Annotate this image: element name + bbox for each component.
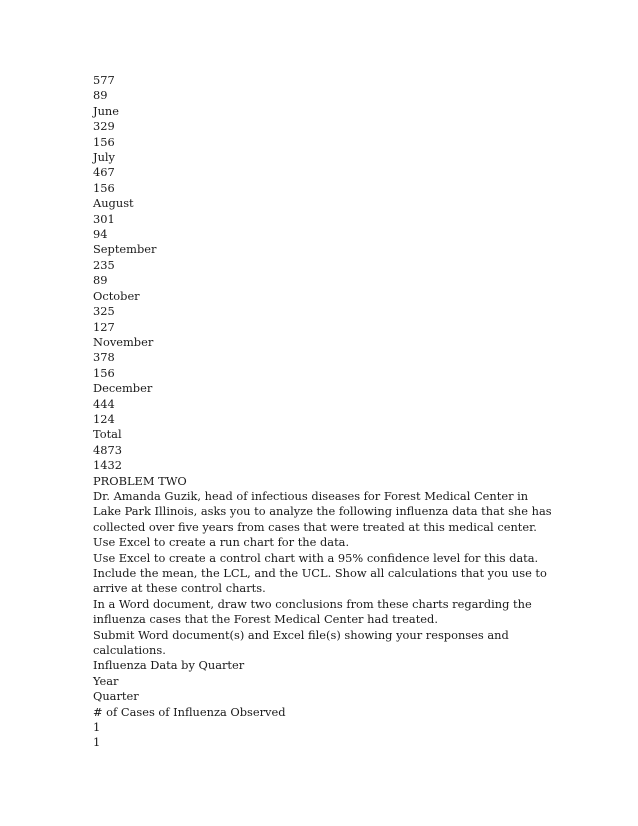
- text-line: 235: [93, 257, 115, 272]
- text-line: 325: [93, 304, 115, 319]
- text-line: 156: [93, 180, 115, 195]
- text-line: 127: [93, 319, 115, 334]
- text-line: October: [93, 288, 140, 303]
- instruction-conclusions: In a Word document, draw two conclusions from these charts regarding the influenza cases that the Forest Medical Center had treated.: [93, 596, 532, 627]
- text-line: 444: [93, 396, 115, 411]
- text-line: 467: [93, 165, 115, 180]
- document-body: [93, 73, 553, 751]
- text-line: 378: [93, 350, 115, 365]
- text-line: 156: [93, 365, 115, 380]
- text-line: 577: [93, 73, 115, 87]
- text-line: December: [93, 381, 153, 396]
- text-line: 94: [93, 227, 108, 242]
- instruction-submit: Submit Word document(s) and Excel file(s) showing your responses and calculations.: [93, 627, 509, 658]
- problem-heading: PROBLEM TWO: [93, 473, 187, 488]
- text-line: July: [93, 150, 115, 165]
- table-cell: 1: [93, 720, 101, 735]
- problem-intro-paragraph: Dr. Amanda Guzik, head of infectious diseases for Forest Medical Center in Lake Park Illinois, asks you to analyze the following influenza data that she has collected over five years from cases that were treated at this medical center.: [93, 488, 552, 534]
- text-line: September: [93, 242, 157, 257]
- text-line: 301: [93, 211, 115, 226]
- text-line: 156: [93, 134, 115, 149]
- table-title: Influenza Data by Quarter: [93, 658, 245, 673]
- text-line: 89: [93, 88, 108, 103]
- text-line: June: [93, 103, 119, 118]
- table-cell: 1: [93, 735, 101, 750]
- text-line: 329: [93, 119, 115, 134]
- text-line: August: [93, 196, 134, 211]
- instruction-control-chart: Use Excel to create a control chart with a 95% confidence level for this data. Include the mean, the LCL, and the UCL. Show all calculations that you use to arrive at these control charts.: [93, 550, 547, 596]
- table-header-year: Year: [93, 673, 119, 688]
- text-line: Total: [93, 427, 122, 442]
- text-line: 1432: [93, 458, 122, 473]
- text-line: 89: [93, 273, 108, 288]
- text-line: 124: [93, 411, 115, 426]
- table-header-quarter: Quarter: [93, 689, 139, 704]
- table-header-cases: # of Cases of Influenza Observed: [93, 704, 286, 719]
- text-line: November: [93, 334, 154, 349]
- text-line: 4873: [93, 442, 122, 457]
- instruction-run-chart: Use Excel to create a run chart for the data.: [93, 535, 350, 550]
